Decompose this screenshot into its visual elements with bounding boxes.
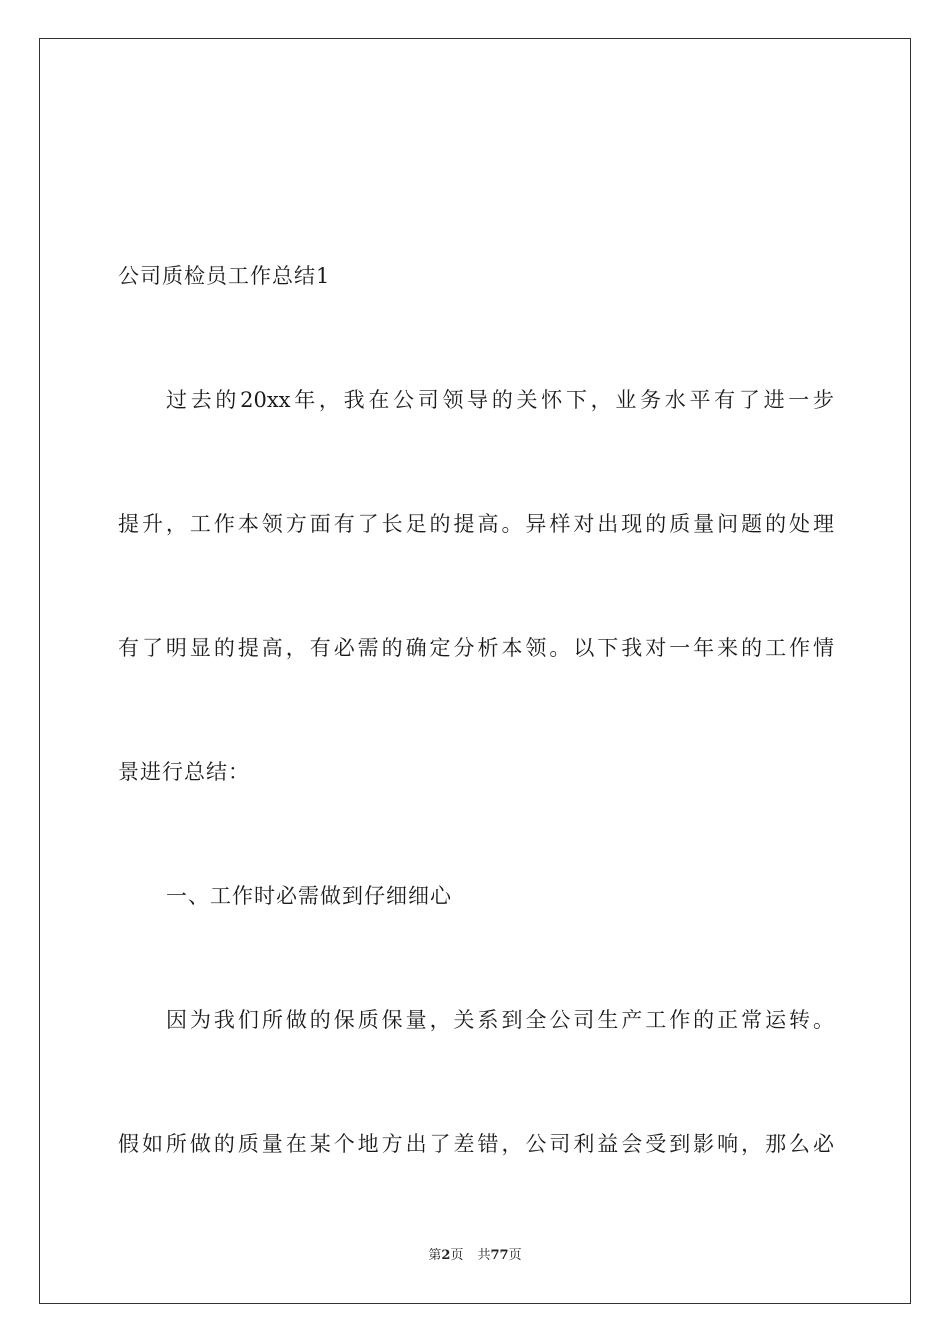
paragraph-line: 有了明显的提高，有必需的确定分析本领。以下我对一年来的工作情 xyxy=(118,636,834,660)
paragraph-line: 假如所做的质量在某个地方出了差错，公司利益会受到影响，那么必 xyxy=(118,1132,834,1156)
paragraph-line: 提升，工作本领方面有了长足的提高。异样对出现的质量问题的处理 xyxy=(118,512,834,536)
page-footer xyxy=(0,1247,950,1265)
paragraph-line: 过去的20xx年，我在公司领导的关怀下，业务水平有了进一步 xyxy=(166,388,834,412)
page-border xyxy=(39,38,911,1304)
paragraph-line: 景进行总结： xyxy=(118,760,250,784)
page-prefix: 第 xyxy=(428,1248,442,1263)
total-prefix: 共 xyxy=(477,1248,491,1263)
paragraph-line: 因为我们所做的保质保量，关系到全公司生产工作的正常运转。 xyxy=(166,1008,834,1032)
page-suffix: 页 xyxy=(450,1248,464,1263)
total-pages: 77 xyxy=(490,1248,509,1263)
total-suffix: 页 xyxy=(508,1248,522,1263)
page-number: 2 xyxy=(441,1248,451,1263)
section-heading: 公司质检员工作总结1 xyxy=(118,264,331,288)
subsection-heading: 一、工作时必需做到仔细细心 xyxy=(166,884,452,908)
